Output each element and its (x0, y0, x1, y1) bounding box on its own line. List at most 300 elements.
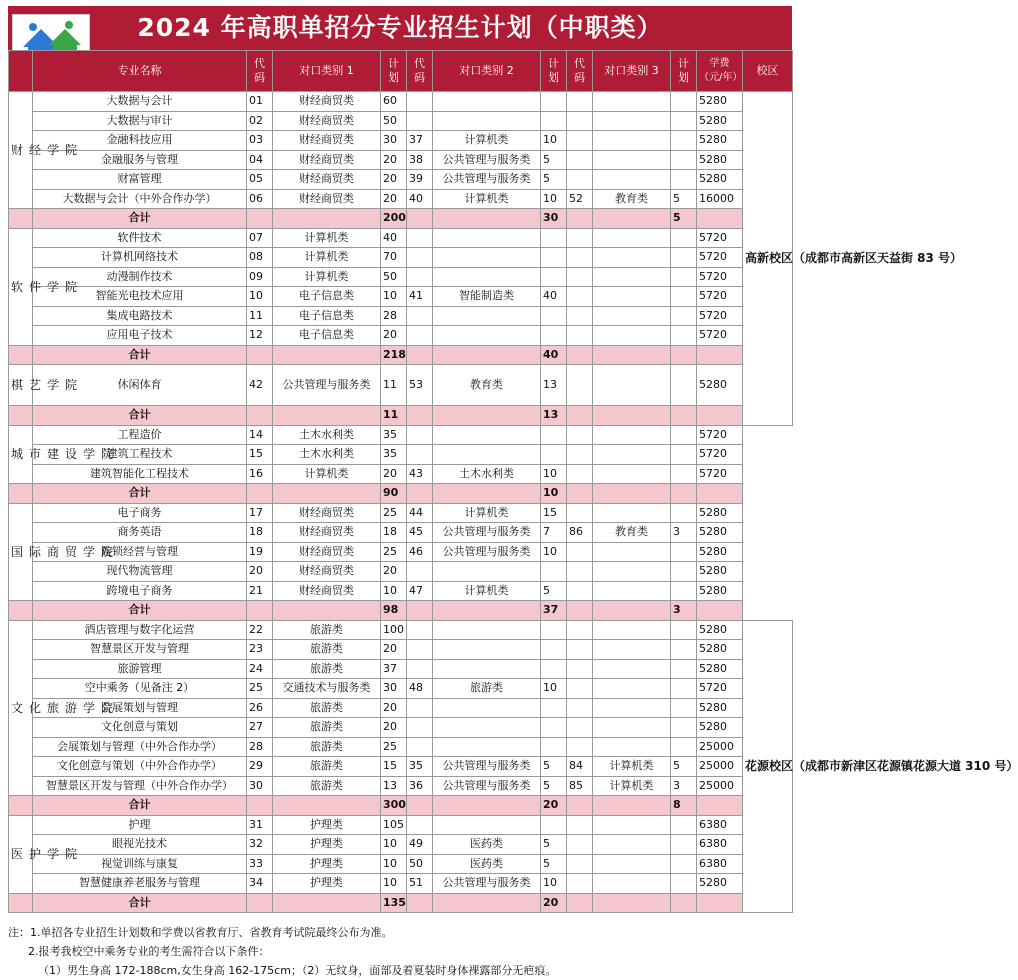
cell-fee: 5280 (697, 150, 743, 170)
cell-code3: 84 (567, 757, 593, 777)
total-plan2: 13 (541, 406, 567, 426)
table-header-row (9, 51, 793, 92)
header-major: 专业名称 (33, 51, 247, 92)
cell-cat2: 医药类 (433, 854, 541, 874)
total-blank (567, 601, 593, 621)
cell-cat3 (593, 562, 671, 582)
cell-code3 (567, 306, 593, 326)
cell-plan2 (541, 306, 567, 326)
cell-code: 19 (247, 542, 273, 562)
cell-code2 (407, 737, 433, 757)
total-label: 合计 (33, 893, 247, 913)
cell-major: 集成电路技术 (33, 306, 247, 326)
cell-fee: 5720 (697, 445, 743, 465)
total-blank (273, 209, 381, 229)
cell-code3 (567, 425, 593, 445)
cell-cat1: 财经商贸类 (273, 131, 381, 151)
total-blank (247, 796, 273, 816)
cell-cat3 (593, 679, 671, 699)
total-blank (593, 209, 671, 229)
total-blank (247, 345, 273, 365)
cell-cat1: 土木水利类 (273, 425, 381, 445)
cell-plan: 25 (381, 737, 407, 757)
table-row (9, 835, 793, 855)
cell-cat3 (593, 248, 671, 268)
cell-plan3 (671, 445, 697, 465)
cell-cat1: 财经商贸类 (273, 562, 381, 582)
cell-plan3 (671, 679, 697, 699)
cell-code3 (567, 640, 593, 660)
note-1: 注：1.单招各专业招生计划数和学费以省教育厅、省教育考试院最终公布为准。 (8, 926, 393, 939)
total-plan: 218 (381, 345, 407, 365)
cell-fee: 25000 (697, 776, 743, 796)
cell-code2: 48 (407, 679, 433, 699)
cell-code3 (567, 542, 593, 562)
header-cat3: 对口类别 3 (593, 51, 671, 92)
cell-code: 34 (247, 874, 273, 894)
cell-code3 (567, 737, 593, 757)
header-campus: 校区 (743, 51, 793, 92)
cell-code3 (567, 659, 593, 679)
table-row (9, 503, 793, 523)
total-plan: 11 (381, 406, 407, 426)
cell-plan: 10 (381, 835, 407, 855)
cell-code: 24 (247, 659, 273, 679)
cell-cat1: 护理类 (273, 854, 381, 874)
cell-cat2 (433, 306, 541, 326)
cell-cat3 (593, 228, 671, 248)
college-name: 城市建设学院 (9, 425, 33, 484)
table-row (9, 581, 793, 601)
cell-code2 (407, 718, 433, 738)
cell-cat3 (593, 287, 671, 307)
cell-fee: 5720 (697, 425, 743, 445)
cell-cat3 (593, 306, 671, 326)
cell-cat1: 旅游类 (273, 757, 381, 777)
cell-code2 (407, 425, 433, 445)
total-blank (433, 345, 541, 365)
total-blank (593, 893, 671, 913)
cell-plan2 (541, 111, 567, 131)
cell-major: 大数据与审计 (33, 111, 247, 131)
cell-code2 (407, 306, 433, 326)
cell-code2 (407, 640, 433, 660)
cell-code2: 41 (407, 287, 433, 307)
cell-plan: 10 (381, 581, 407, 601)
cell-plan3 (671, 287, 697, 307)
cell-cat1: 护理类 (273, 874, 381, 894)
cell-fee: 5720 (697, 248, 743, 268)
cell-plan: 30 (381, 679, 407, 699)
cell-fee: 5720 (697, 267, 743, 287)
cell-plan2 (541, 326, 567, 346)
cell-fee: 5280 (697, 503, 743, 523)
cell-fee: 6380 (697, 835, 743, 855)
cell-major: 现代物流管理 (33, 562, 247, 582)
table-row (9, 718, 793, 738)
cell-fee: 5280 (697, 111, 743, 131)
cell-cat1: 计算机类 (273, 464, 381, 484)
page-title: 2024 年高职单招分专业招生计划（中职类） (8, 6, 792, 50)
cell-plan: 10 (381, 287, 407, 307)
total-blank (407, 484, 433, 504)
total-blank (593, 484, 671, 504)
cell-cat1: 财经商贸类 (273, 170, 381, 190)
cell-code: 42 (247, 365, 273, 406)
cell-plan: 13 (381, 776, 407, 796)
total-blank (593, 406, 671, 426)
cell-code2 (407, 326, 433, 346)
total-blank (697, 796, 743, 816)
total-blank (697, 893, 743, 913)
cell-code3 (567, 718, 593, 738)
table-row (9, 445, 793, 465)
cell-code: 12 (247, 326, 273, 346)
cell-cat1: 财经商贸类 (273, 111, 381, 131)
cell-fee: 6380 (697, 854, 743, 874)
cell-major: 金融科技应用 (33, 131, 247, 151)
cell-cat2: 计算机类 (433, 581, 541, 601)
cell-cat2 (433, 326, 541, 346)
total-blank (407, 796, 433, 816)
total-label: 合计 (33, 209, 247, 229)
cell-fee: 5280 (697, 718, 743, 738)
cell-code2: 44 (407, 503, 433, 523)
cell-cat1: 电子信息类 (273, 306, 381, 326)
cell-plan2: 10 (541, 542, 567, 562)
cell-fee: 5280 (697, 698, 743, 718)
cell-plan2: 10 (541, 131, 567, 151)
cell-plan2: 7 (541, 523, 567, 543)
cell-cat3 (593, 170, 671, 190)
cell-plan3 (671, 503, 697, 523)
cell-plan: 30 (381, 131, 407, 151)
cell-plan2: 5 (541, 150, 567, 170)
cell-major: 连锁经营与管理 (33, 542, 247, 562)
cell-plan3 (671, 542, 697, 562)
cell-cat1: 旅游类 (273, 776, 381, 796)
header-cat2: 对口类别 2 (433, 51, 541, 92)
cell-major: 文化创意与策划 (33, 718, 247, 738)
total-blank (247, 601, 273, 621)
cell-cat2 (433, 425, 541, 445)
cell-cat3 (593, 854, 671, 874)
cell-code2: 39 (407, 170, 433, 190)
cell-cat1: 财经商贸类 (273, 189, 381, 209)
total-blank (407, 893, 433, 913)
cell-plan2: 5 (541, 581, 567, 601)
total-plan3: 8 (671, 796, 697, 816)
table-row (9, 248, 793, 268)
cell-cat3 (593, 503, 671, 523)
cell-code2 (407, 248, 433, 268)
cell-plan3 (671, 228, 697, 248)
cell-code3 (567, 854, 593, 874)
cell-code2: 45 (407, 523, 433, 543)
cell-cat3 (593, 464, 671, 484)
cell-plan3 (671, 659, 697, 679)
total-blank (407, 345, 433, 365)
cell-plan2: 5 (541, 776, 567, 796)
cell-code: 15 (247, 445, 273, 465)
cell-cat2: 旅游类 (433, 679, 541, 699)
cell-major: 文化创意与策划（中外合作办学） (33, 757, 247, 777)
total-row (9, 406, 793, 426)
cell-code2 (407, 228, 433, 248)
cell-code3 (567, 287, 593, 307)
table-row (9, 425, 793, 445)
cell-cat3 (593, 737, 671, 757)
cell-cat3: 计算机类 (593, 776, 671, 796)
cell-plan2: 5 (541, 170, 567, 190)
cell-plan3 (671, 620, 697, 640)
cell-code2 (407, 92, 433, 112)
total-label: 合计 (33, 406, 247, 426)
total-plan3: 3 (671, 601, 697, 621)
total-blank (697, 601, 743, 621)
notes (8, 923, 792, 980)
cell-major: 大数据与会计 (33, 92, 247, 112)
cell-cat3 (593, 581, 671, 601)
cell-plan: 105 (381, 815, 407, 835)
cell-cat3 (593, 267, 671, 287)
cell-fee: 5720 (697, 326, 743, 346)
cell-cat1: 旅游类 (273, 659, 381, 679)
table-row (9, 698, 793, 718)
cell-plan3 (671, 835, 697, 855)
note-2: 2.报考我校空中乘务专业的考生需符合以下条件： (28, 945, 270, 958)
cell-plan: 20 (381, 640, 407, 660)
cell-major: 动漫制作技术 (33, 267, 247, 287)
cell-plan: 18 (381, 523, 407, 543)
total-label: 合计 (33, 484, 247, 504)
table-row (9, 815, 793, 835)
cell-plan: 50 (381, 267, 407, 287)
cell-plan: 11 (381, 365, 407, 406)
cell-cat1: 计算机类 (273, 228, 381, 248)
cell-cat3 (593, 659, 671, 679)
cell-code: 18 (247, 523, 273, 543)
college-name: 医护学院 (9, 815, 33, 893)
cell-code: 14 (247, 425, 273, 445)
college-name: 财经学院 (9, 92, 33, 209)
cell-major: 智慧景区开发与管理（中外合作办学） (33, 776, 247, 796)
total-blank (697, 209, 743, 229)
cell-cat2: 公共管理与服务类 (433, 874, 541, 894)
total-plan2: 20 (541, 796, 567, 816)
total-blank (433, 601, 541, 621)
cell-code3 (567, 228, 593, 248)
cell-fee: 5280 (697, 874, 743, 894)
cell-code: 22 (247, 620, 273, 640)
table-row (9, 620, 793, 640)
total-blank (567, 484, 593, 504)
total-blank (247, 893, 273, 913)
cell-code3 (567, 131, 593, 151)
cell-fee: 16000 (697, 189, 743, 209)
cell-major: 旅游管理 (33, 659, 247, 679)
cell-plan3 (671, 365, 697, 406)
cell-code: 10 (247, 287, 273, 307)
note-3: （1）男生身高 172-188cm,女生身高 162-175cm；（2）无纹身，面部及着夏装时身体裸露部分无疤痕。 (38, 964, 557, 977)
total-plan3 (671, 345, 697, 365)
total-blank (247, 209, 273, 229)
cell-plan: 70 (381, 248, 407, 268)
cell-code2: 37 (407, 131, 433, 151)
total-blank (433, 484, 541, 504)
cell-code3 (567, 445, 593, 465)
cell-code: 26 (247, 698, 273, 718)
campus-name: 花源校区（成都市新津区花源镇花源大道 310 号） (743, 620, 793, 913)
cell-cat2: 公共管理与服务类 (433, 150, 541, 170)
cell-major: 工程造价 (33, 425, 247, 445)
cell-major: 智能光电技术应用 (33, 287, 247, 307)
cell-code2 (407, 620, 433, 640)
header-plan2: 计划 (541, 51, 567, 92)
cell-code3 (567, 874, 593, 894)
total-blank (567, 406, 593, 426)
cell-cat2: 公共管理与服务类 (433, 523, 541, 543)
cell-code3 (567, 170, 593, 190)
total-plan3: 5 (671, 209, 697, 229)
cell-cat1: 财经商贸类 (273, 542, 381, 562)
cell-plan: 35 (381, 445, 407, 465)
table-row (9, 170, 793, 190)
cell-major: 空中乘务（见备注 2） (33, 679, 247, 699)
cell-code2: 50 (407, 854, 433, 874)
total-blank (9, 209, 33, 229)
total-plan: 135 (381, 893, 407, 913)
header-code3: 代码 (567, 51, 593, 92)
cell-cat3: 计算机类 (593, 757, 671, 777)
cell-code: 04 (247, 150, 273, 170)
cell-plan: 20 (381, 718, 407, 738)
cell-code2: 40 (407, 189, 433, 209)
total-blank (247, 406, 273, 426)
table-row (9, 562, 793, 582)
cell-major: 护理 (33, 815, 247, 835)
cell-plan: 50 (381, 111, 407, 131)
cell-cat2 (433, 92, 541, 112)
cell-fee: 5720 (697, 287, 743, 307)
cell-fee: 5280 (697, 659, 743, 679)
total-plan2: 40 (541, 345, 567, 365)
cell-plan: 35 (381, 425, 407, 445)
cell-code: 01 (247, 92, 273, 112)
cell-cat2: 土木水利类 (433, 464, 541, 484)
cell-code3 (567, 679, 593, 699)
cell-plan3: 5 (671, 757, 697, 777)
table-row (9, 659, 793, 679)
total-blank (433, 209, 541, 229)
cell-major: 商务英语 (33, 523, 247, 543)
table-row (9, 287, 793, 307)
cell-major: 建筑工程技术 (33, 445, 247, 465)
cell-plan2: 40 (541, 287, 567, 307)
cell-plan2 (541, 718, 567, 738)
cell-code: 07 (247, 228, 273, 248)
cell-cat2 (433, 228, 541, 248)
cell-plan: 20 (381, 464, 407, 484)
header-plan3: 计划 (671, 51, 697, 92)
total-row (9, 893, 793, 913)
cell-code: 21 (247, 581, 273, 601)
total-blank (273, 796, 381, 816)
cell-plan: 40 (381, 228, 407, 248)
cell-cat1: 交通技术与服务类 (273, 679, 381, 699)
cell-plan: 20 (381, 189, 407, 209)
cell-cat1: 土木水利类 (273, 445, 381, 465)
cell-major: 智慧健康养老服务与管理 (33, 874, 247, 894)
cell-plan: 25 (381, 503, 407, 523)
cell-plan: 100 (381, 620, 407, 640)
cell-cat1: 计算机类 (273, 248, 381, 268)
cell-plan: 15 (381, 757, 407, 777)
cell-code: 23 (247, 640, 273, 660)
total-blank (407, 601, 433, 621)
cell-plan2: 10 (541, 189, 567, 209)
cell-plan: 25 (381, 542, 407, 562)
campus-name: 高新校区（成都市高新区天益街 83 号） (743, 92, 793, 426)
cell-plan: 60 (381, 92, 407, 112)
table-row (9, 854, 793, 874)
cell-cat3 (593, 326, 671, 346)
cell-plan3: 3 (671, 776, 697, 796)
cell-cat2 (433, 562, 541, 582)
cell-code2 (407, 815, 433, 835)
cell-fee: 5280 (697, 92, 743, 112)
table-row (9, 92, 793, 112)
table-row (9, 228, 793, 248)
total-plan3 (671, 406, 697, 426)
cell-cat3 (593, 640, 671, 660)
cell-cat3 (593, 542, 671, 562)
cell-cat2: 公共管理与服务类 (433, 757, 541, 777)
cell-cat3 (593, 111, 671, 131)
cell-code: 28 (247, 737, 273, 757)
cell-plan2 (541, 248, 567, 268)
cell-code: 25 (247, 679, 273, 699)
total-blank (433, 796, 541, 816)
total-row (9, 796, 793, 816)
cell-cat2 (433, 640, 541, 660)
cell-plan3 (671, 111, 697, 131)
cell-code2: 53 (407, 365, 433, 406)
cell-cat3 (593, 365, 671, 406)
table-row (9, 464, 793, 484)
cell-code: 32 (247, 835, 273, 855)
cell-fee: 5280 (697, 523, 743, 543)
cell-code2: 51 (407, 874, 433, 894)
cell-code3 (567, 620, 593, 640)
total-row (9, 209, 793, 229)
table-body (9, 92, 1018, 913)
table-row (9, 267, 793, 287)
total-blank (567, 893, 593, 913)
total-plan: 300 (381, 796, 407, 816)
cell-cat2: 公共管理与服务类 (433, 542, 541, 562)
cell-code: 27 (247, 718, 273, 738)
total-blank (433, 893, 541, 913)
cell-cat2 (433, 111, 541, 131)
total-row (9, 345, 793, 365)
cell-cat3 (593, 620, 671, 640)
cell-cat3 (593, 874, 671, 894)
cell-major: 建筑智能化工程技术 (33, 464, 247, 484)
cell-plan: 20 (381, 170, 407, 190)
cell-plan: 20 (381, 150, 407, 170)
cell-cat3 (593, 425, 671, 445)
